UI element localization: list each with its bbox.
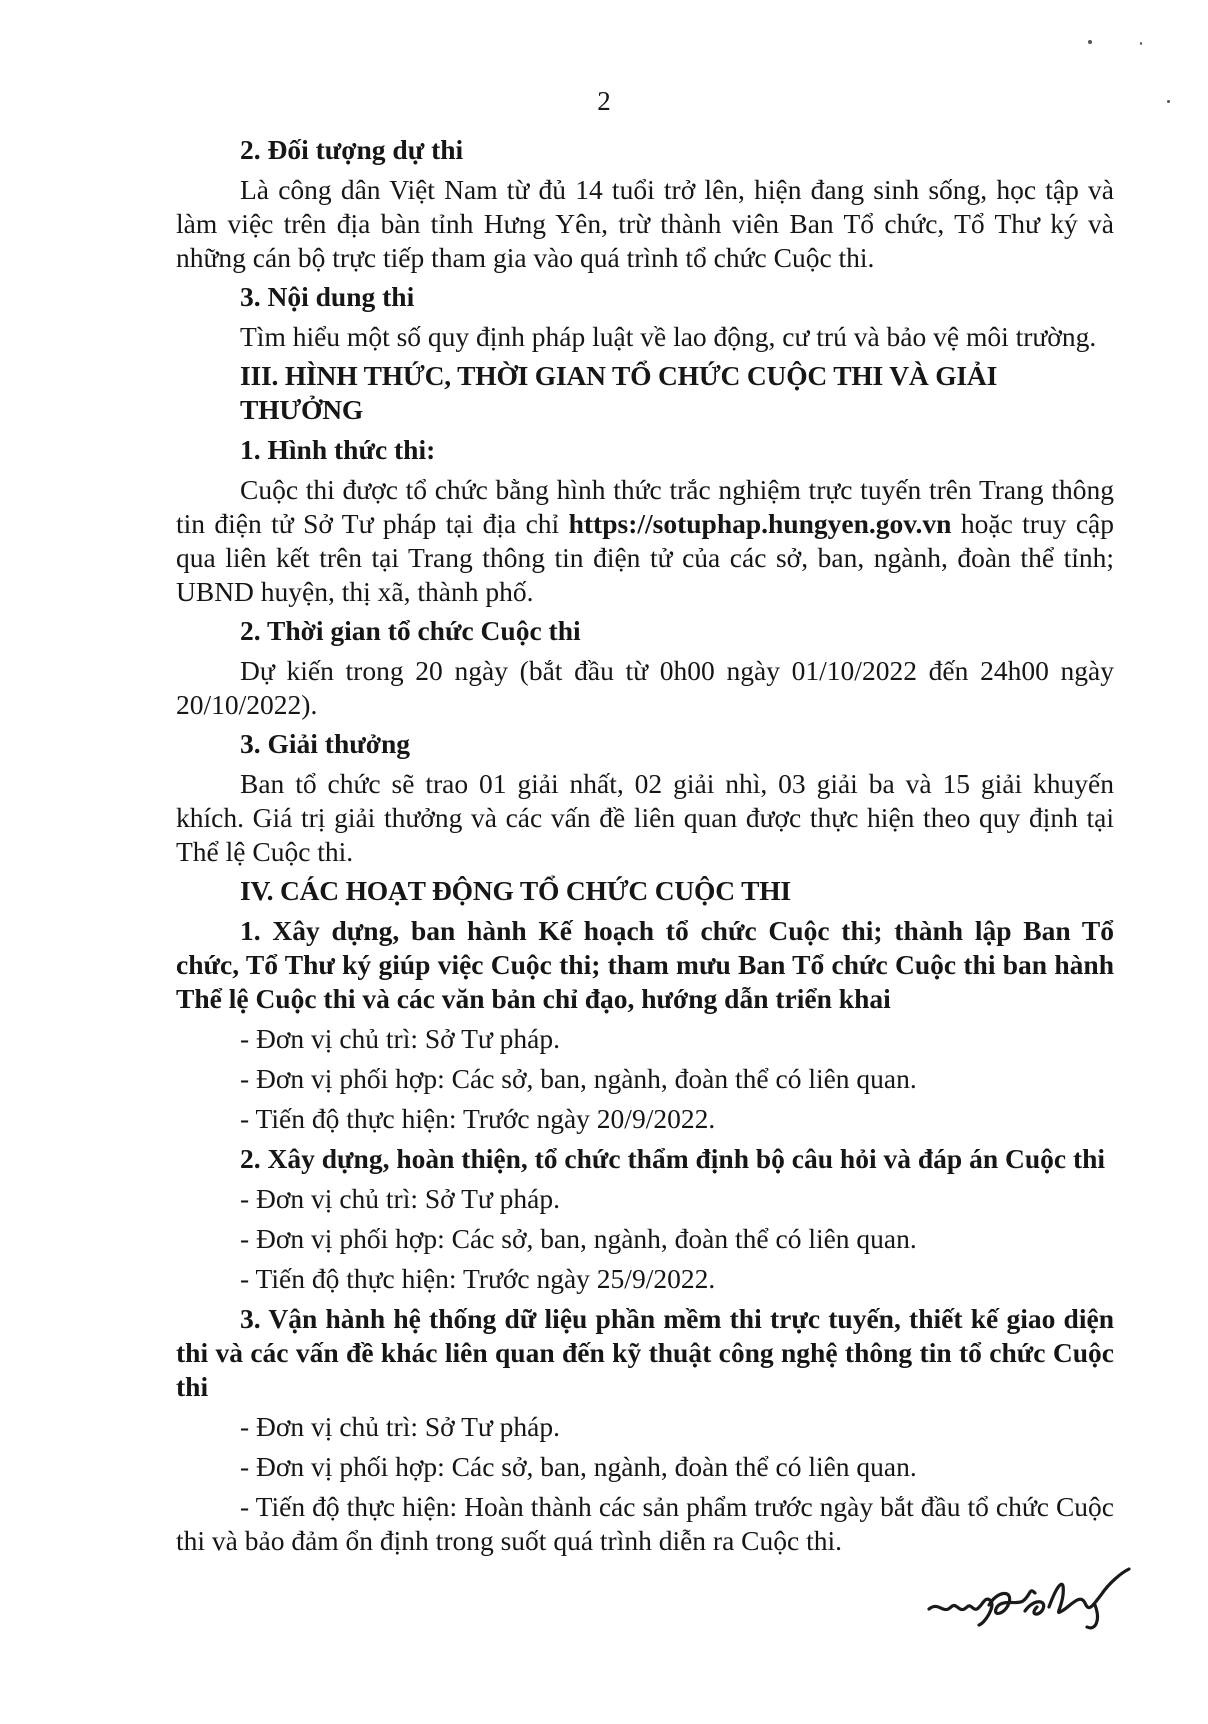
activity-3-coop: - Đơn vị phối hợp: Các sở, ban, ngành, đoàn thể có liên quan. xyxy=(240,1451,917,1482)
section-iii-heading: III. HÌNH THỨC, THỜI GIAN TỔ CHỨC CUỘC THI VÀ GIẢI THƯỞNG xyxy=(240,360,998,425)
activity-2-heading: 2. Xây dựng, hoàn thiện, tổ chức thẩm định bộ câu hỏi và đáp án Cuộc thi xyxy=(240,1143,1106,1174)
activity-1-coop: - Đơn vị phối hợp: Các sở, ban, ngành, đoàn thể có liên quan. xyxy=(240,1063,917,1094)
activity-2-coop: - Đơn vị phối hợp: Các sở, ban, ngành, đoàn thể có liên quan. xyxy=(240,1223,917,1254)
heading-format: 1. Hình thức thi: xyxy=(240,434,436,465)
schedule-text: Dự kiến trong 20 ngày (bắt đầu từ 0h00 ngày 01/10/2022 đến 24h00 ngày 20/10/2022). xyxy=(176,655,1114,720)
participants-text: Là công dân Việt Nam từ đủ 14 tuổi trở lên, hiện đang sinh sống, học tập và làm việc trên địa bàn tỉnh Hưng Yên, trừ thành viên Ban Tổ chức, Tổ Thư ký và những cán bộ trực tiếp tham gia vào quá trình tổ chức Cuộc thi. xyxy=(176,174,1114,273)
scan-speck xyxy=(1167,100,1170,103)
heading-prizes: 3. Giải thưởng xyxy=(240,728,411,759)
heading-participants: 2. Đối tượng dự thi xyxy=(240,134,464,165)
format-text-b: hoặc truy cập qua liên kết trên tại Trang thông tin điện tử của các sở, ban, ngành, đoàn thể tỉnh; UBND huyện, thị xã, thành phố. xyxy=(176,508,1115,607)
section-iv-heading: IV. CÁC HOẠT ĐỘNG TỔ CHỨC CUỘC THI xyxy=(240,875,791,906)
activity-1-lead: - Đơn vị chủ trì: Sở Tư pháp. xyxy=(240,1023,560,1054)
activity-2-time: - Tiến độ thực hiện: Trước ngày 25/9/2022. xyxy=(240,1263,716,1294)
activity-3-time: - Tiến độ thực hiện: Hoàn thành các sản phẩm trước ngày bắt đầu tổ chức Cuộc thi và bảo đảm ổn định trong suốt quá trình diễn ra Cuộc thi. xyxy=(176,1491,1114,1556)
format-text xyxy=(176,473,1114,609)
heading-schedule: 2. Thời gian tổ chức Cuộc thi xyxy=(240,615,581,646)
scan-speck xyxy=(1088,40,1092,44)
format-text-a: Cuộc thi được tổ chức bằng hình thức trắc nghiệm trực tuyến trên Trang thông tin điện tử Sở Tư pháp tại địa chỉ xyxy=(176,474,1114,539)
heading-content: 3. Nội dung thi xyxy=(240,281,415,312)
document-body xyxy=(176,133,1114,1563)
initials-signature xyxy=(925,1565,1135,1635)
activity-3-heading: 3. Vận hành hệ thống dữ liệu phần mềm thi trực tuyến, thiết kế giao diện thi và các vấn đề khác liên quan đến kỹ thuật công nghệ thông tin tổ chức Cuộc thi xyxy=(176,1303,1114,1402)
contest-url: https://sotuphap.hungyen.gov.vn xyxy=(568,508,952,539)
page-number: 2 xyxy=(597,86,611,116)
prizes-text: Ban tổ chức sẽ trao 01 giải nhất, 02 giải nhì, 03 giải ba và 15 giải khuyến khích. Giá trị giải thưởng và các vấn đề liên quan được thực hiện theo quy định tại Thể lệ Cuộc thi. xyxy=(176,768,1114,867)
activity-3-lead: - Đơn vị chủ trì: Sở Tư pháp. xyxy=(240,1411,560,1442)
activity-1-heading: 1. Xây dựng, ban hành Kế hoạch tổ chức Cuộc thi; thành lập Ban Tổ chức, Tổ Thư ký giúp việc Cuộc thi; tham mưu Ban Tổ chức Cuộc thi ban hành Thể lệ Cuộc thi và các văn bản chỉ đạo, hướng dẫn triển khai xyxy=(176,915,1114,1014)
activity-1-time: - Tiến độ thực hiện: Trước ngày 20/9/2022. xyxy=(240,1103,716,1134)
scan-speck xyxy=(1140,42,1142,45)
content-text: Tìm hiểu một số quy định pháp luật về lao động, cư trú và bảo vệ môi trường. xyxy=(240,321,1097,352)
activity-2-lead: - Đơn vị chủ trì: Sở Tư pháp. xyxy=(240,1183,560,1214)
